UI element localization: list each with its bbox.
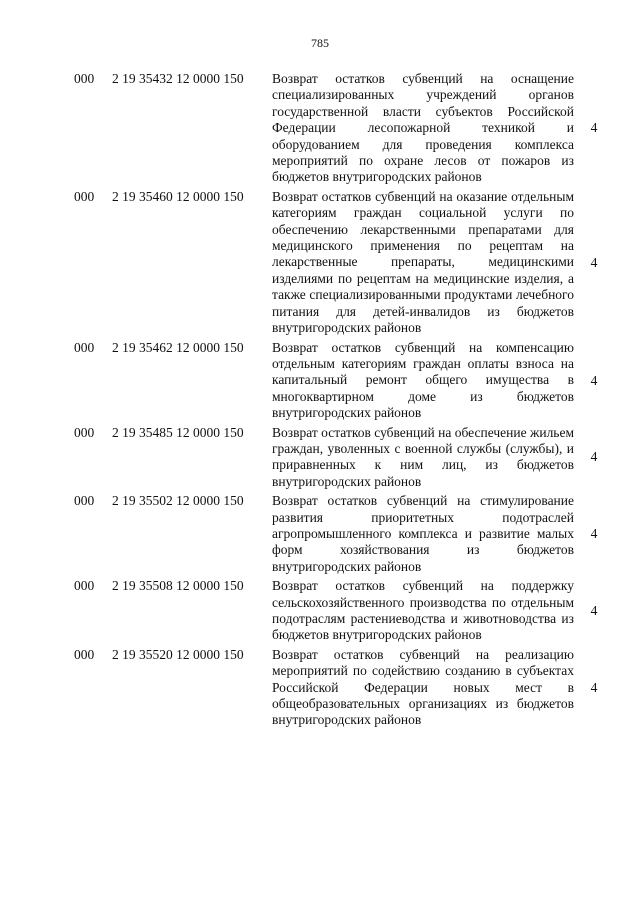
budget-code: 2 19 35485 12 0000 150: [112, 424, 244, 440]
table-row: [0, 493, 640, 575]
admin-code: 000: [74, 493, 95, 509]
table-row: [0, 71, 640, 186]
item-name: Возврат остатков субвенций на оснащение специализированных учреждений органов государственной власти субъектов Российской Федерации лесопожарной техникой и оборудованием для проведения комплекса мероприятий по охране лесов от пожаров из бюджетов внутригородских районов: [272, 71, 574, 185]
level-value: 4: [590, 254, 598, 270]
level-value: 4: [590, 679, 598, 695]
admin-code: 000: [74, 424, 95, 440]
table-row: [0, 340, 640, 422]
item-name: Возврат остатков субвенций на оказание отдельным категориям граждан социальной услуги по обеспечению лекарственными препаратами для медицинского применения по рецептам на лекарственные препараты, медицинскими изделиями по рецептам на медицинские изделия, а также специализированными продуктами лечебного питания для детей-инвалидов из бюджетов внутригородских районов: [272, 188, 574, 336]
admin-code: 000: [74, 71, 95, 86]
budget-code: 2 19 35460 12 0000 150: [112, 188, 244, 204]
level-value: 4: [590, 603, 598, 618]
level-value: 4: [590, 526, 598, 542]
table-row: [0, 189, 640, 337]
item-name: Возврат остатков субвенций на обеспечение жильем граждан, уволенных с военной службы (службы), и приравненных к ним лиц, из бюджетов внутригородских районов: [272, 424, 574, 489]
level-value: 4: [590, 120, 598, 136]
admin-code: 000: [74, 339, 95, 355]
item-name: Возврат остатков субвенций на компенсацию отдельным категориям граждан оплаты взноса на капитальный ремонт общего имущества в многоквартирном доме из бюджетов внутригородских районов: [272, 339, 574, 421]
item-name: Возврат остатков субвенций на стимулирование развития приоритетных подотраслей агропромышленного комплекса и развитие малых форм хозяйствования из бюджетов внутригородских районов: [272, 493, 574, 574]
budget-code: 2 19 35462 12 0000 150: [112, 339, 244, 355]
level-value: 4: [590, 449, 598, 465]
item-name: Возврат остатков субвенций на поддержку сельскохозяйственного производства по отдельным подотраслям растениеводства и животноводства из бюджетов внутригородских районов: [272, 578, 574, 643]
admin-code: 000: [74, 578, 95, 594]
item-name: Возврат остатков субвенций на реализацию мероприятий по содействию созданию в субъектах Российской Федерации новых мест в общеобразовательных организациях из бюджетов внутригородских районов: [272, 646, 574, 728]
budget-code: 2 19 35432 12 0000 150: [112, 71, 244, 86]
budget-code: 2 19 35520 12 0000 150: [112, 646, 244, 662]
level-value: 4: [590, 372, 598, 388]
table-row: [0, 425, 640, 491]
table-row: [0, 647, 640, 729]
classification-table: [0, 71, 640, 732]
admin-code: 000: [74, 188, 95, 204]
page-number: 785: [311, 36, 329, 50]
admin-code: 000: [74, 646, 95, 662]
table-row: [0, 578, 640, 644]
budget-code: 2 19 35508 12 0000 150: [112, 578, 244, 594]
budget-code: 2 19 35502 12 0000 150: [112, 493, 244, 509]
